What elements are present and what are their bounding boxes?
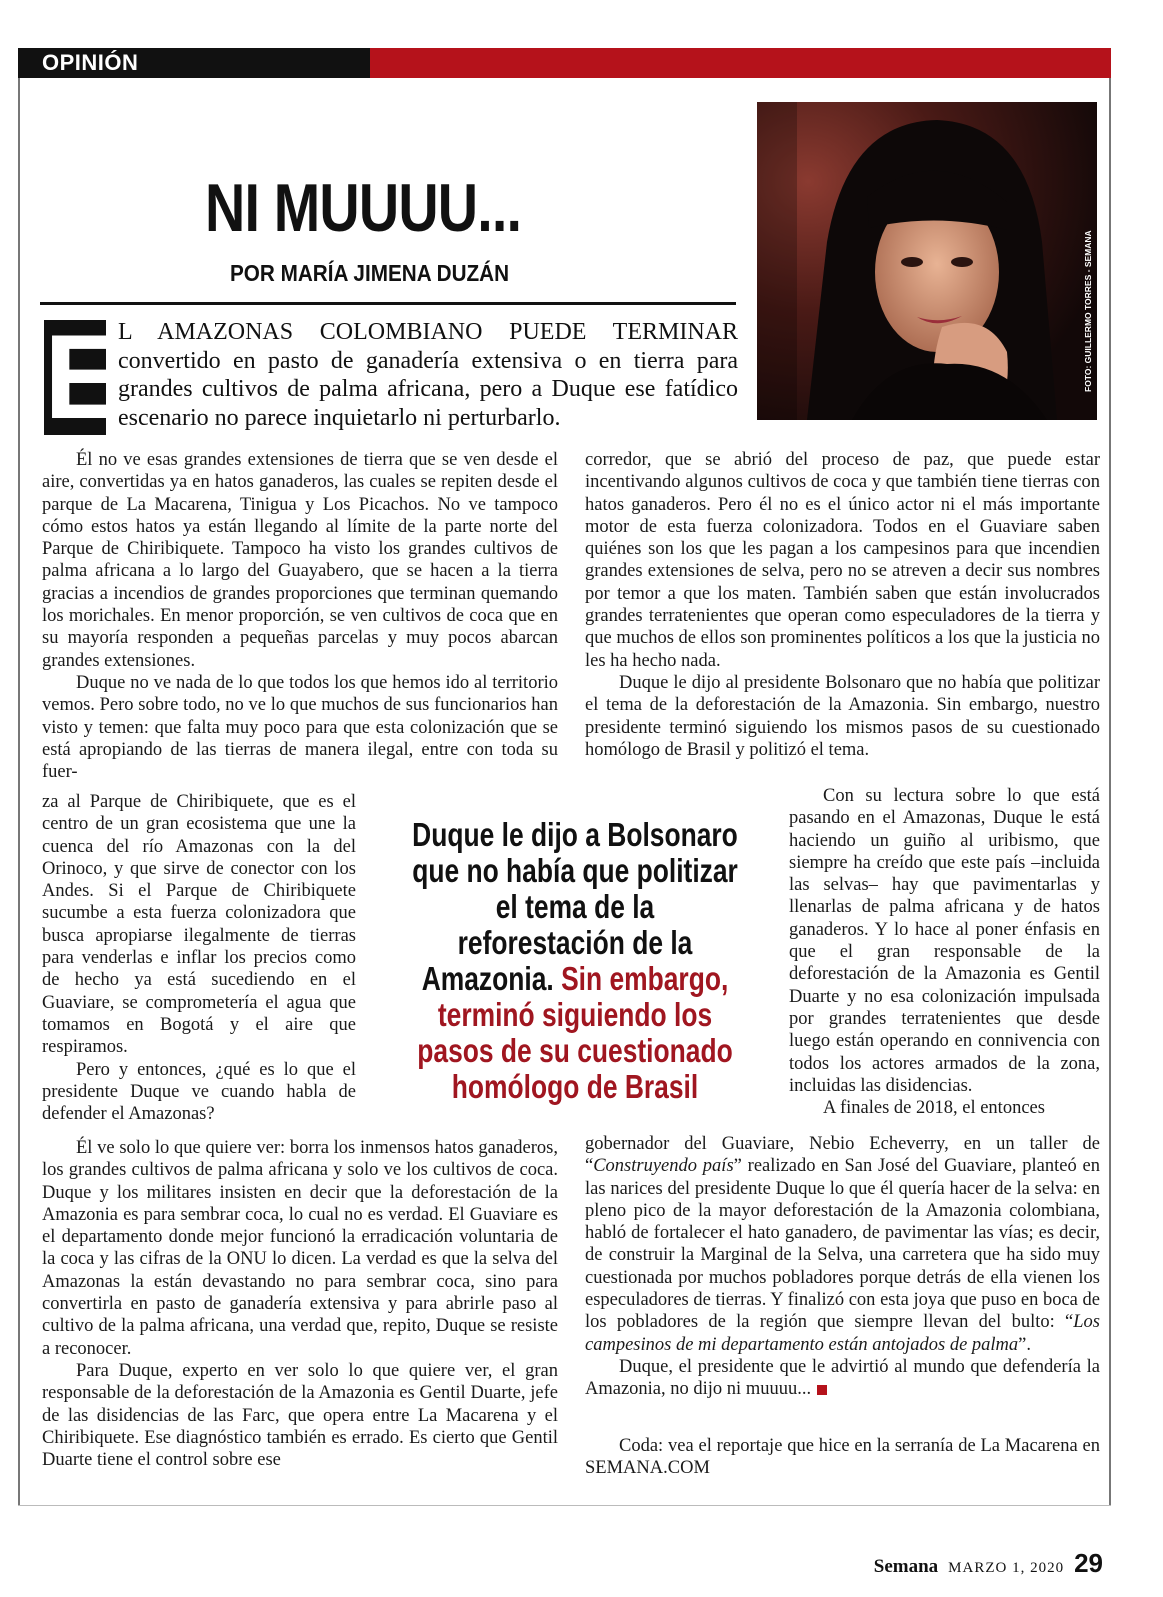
pull-quote-red: Sin embargo, terminó siguiendo los pasos de su cuestionado homólogo de Brasil [417,960,733,1105]
body-paragraph: Duque le dijo al presidente Bolsonaro que no había que politizar el tema de la deforestación de la Amazonia. Sin embargo, nuestro presidente terminó siguiendo los mismos pasos de su cuestionado homólogo de Brasil y politizó el tema. [585,672,1100,760]
magazine-name: Semana [873,1556,939,1577]
body-paragraph: za al Parque de Chiribiquete, que es el centro de un gran ecosistema que une la cuenca del río Amazonas con la del Orinoco, y que sirve de conector con los Andes. Si el Parque de Chiribiquete sucumbe a esta fuerza colonizadora que busca apropiarse ilegalmente de tierras para venderlas e inflar los precios como de hecho ya está sucediendo en el Guaviare, se comprometería el agua que tomamos en Bogotá y el aire que respiramos. [42,792,356,1058]
author-portrait-photo [757,102,1097,420]
lead-paragraph: L AMAZONAS COLOMBIANO PUEDE TERMINAR convertido en pasto de ganadería extensiva o en tierra para grandes cultivos de palma africana, pero a Duque ese fatídico escenario no parece inquietarlo ni perturbarlo. [118,319,738,431]
article-headline: NI MUUUU... [205,170,522,246]
section-label: OPINIÓN [18,48,370,78]
body-paragraph: Con su lectura sobre lo que está pasando en el Amazonas, Duque le está haciendo un guiño al uribismo, que siempre ha creído que este país –incluida las selvas– hay que pavimentarlas y llenarlas de palma africana y de hatos ganaderos. Y lo hace al poner énfasis en que el gran responsable de la deforestación de la Amazonia es Gentil Duarte y no esa colonización impulsada por grandes terratenientes que desde luego están operando en connivencia con todos los actores armados de la zona, incluidas las disidencias. [789,786,1100,1096]
body-paragraph: Él ve solo lo que quiere ver: borra los inmensos hatos ganaderos, los grandes cultivos de palma africana y solo ve los cultivos de coca. Duque y los militares insisten en decir que la deforestación de la Amazonia es para sembrar coca, lo cual no es verdad. El Guaviare es el departamento donde mejor funcionó la erradicación voluntaria de la coca y las cifras de la ONU lo dicen. La verdad es que la selva del Amazonas la están devastando no para sembrar coca, sino para convertirla en pasto de ganadería extensiva y para abrirle paso al cultivo de la palma africana, una verdad que, repito, Duque se resiste a reconocer. [42,1138,558,1359]
coda-paragraph: Coda: vea el reportaje que hice en la serranía de La Macarena en SEMANA.COM [585,1435,1100,1478]
pull-quote [411,817,739,1105]
quoted-phrase: Los campesinos de mi departamento están antojados de palma [585,1312,1100,1355]
section-accent-bar [370,48,1111,78]
page-frame-bottom [18,1505,1111,1506]
body-paragraph: corredor, que se abrió del proceso de paz, que puede estar incentivando algunos cultivos de coca y que también tiene tierras con hatos ganaderos. Pero él no es el único actor ni el más importante motor de esta fuerza colonizadora. Todos en el Guaviare saben quiénes son los que les pagan a los campesinos para que incendien grandes extensiones de selva, pero no se atreven a decir sus nombres por temor a que los maten. También saben que están involucrados grandes terratenientes que operan como especuladores de la tierra y que muchos de ellos son prominentes políticos a los que la justicia no les ha hecho nada. [585,450,1100,671]
body-column-left-bottom [42,1137,558,1471]
event-name: Construyendo país [593,1156,734,1177]
page-number: 29 [1074,1548,1103,1578]
headline-rule [40,302,736,305]
section-header-bar [18,48,1111,78]
issue-date: MARZO 1, 2020 [948,1560,1065,1576]
body-column-left-mid [42,791,356,1125]
body-paragraph: Duque no ve nada de lo que todos los que hemos ido al territorio vemos. Pero sobre todo, no ve lo que muchos de sus funcionarios han visto y temen: que falta muy poco para que esta colonización que se está apropiando de las tierras de manera ilegal, entre con toda su fuer- [42,672,558,783]
photo-credit: FOTO: GUILLERMO TORRES - SEMANA [1083,230,1093,392]
body-paragraph: Para Duque, experto en ver solo lo que quiere ver, el gran responsable de la deforestación de la Amazonia es Gentil Duarte, jefe de las disidencias de las Farc, que opera entre La Macarena y el Chiribiquete. Ese diagnóstico también es errado. Es cierto que Gentil Duarte tiene el control sobre ese [42,1360,558,1471]
body-paragraph: gobernador del Guaviare, Nebio Echeverry, en un taller de “Construyendo país” realizado en San José del Guaviare, planteó en las narices del presidente Duque lo que él quería hacer de la selva: en pleno pico de la mayor deforestación de la Amazonia colombiana, habló de fortalecer el hato ganadero, de pavimentar las vías; es decir, de construir la Marginal de la Selva, una carretera que ha sido muy cuestionada por muchos pobladores porque detrás de ella vienen los especuladores de tierras. Y finalizó con esta joya que puso en boca de los pobladores de la región que siempre llevan del bulto: “Los campesinos de mi departamento están antojados de palma”. [585,1134,1100,1355]
body-column-right-mid [789,785,1100,1119]
lead-dropcap: E [44,310,125,444]
end-mark-icon [817,1385,827,1395]
body-column-right-top [585,449,1100,761]
article-byline: POR MARÍA JIMENA DUZÁN [230,260,510,286]
closing-paragraph: Duque, el presidente que le advirtió al mundo que defendería la Amazonia, no dijo ni muuuu... [585,1356,1100,1400]
body-paragraph: Pero y entonces, ¿qué es lo que el presidente Duque ve cuando habla de defender el Amazonas? [42,1059,356,1125]
body-paragraph: Él no ve esas grandes extensiones de tierra que se ven desde el aire, convertidas ya en hatos ganaderos, las cuales se repiten desde el parque de La Macarena, Tinigua y Los Picachos. No ve tampoco cómo estos hatos ya están llegando al límite de la parte norte del Parque de Chiribiquete. Tampoco ha visto los grandes cultivos de palma africana a lo largo del Guayabero, que se hacen a la tierra gracias a incendios de grandes proporciones que terminan quemando los morichales. En menor proporción, se ven cultivos de coca que en su mayoría responden a pequeñas parcelas y muy pocos abarcan grandes extensiones. [42,450,558,671]
page-frame-left [18,78,20,1505]
body-column-left-top [42,449,558,783]
page-footer [874,1548,1103,1579]
body-paragraph: A finales de 2018, el entonces [823,1098,1045,1119]
page-frame-right [1109,78,1111,1505]
body-column-right-bottom [585,1133,1100,1479]
pull-quote-black: Duque le dijo a Bolsonaro que no había que politizar el tema de la reforestación de la Amazonia. [412,816,738,997]
